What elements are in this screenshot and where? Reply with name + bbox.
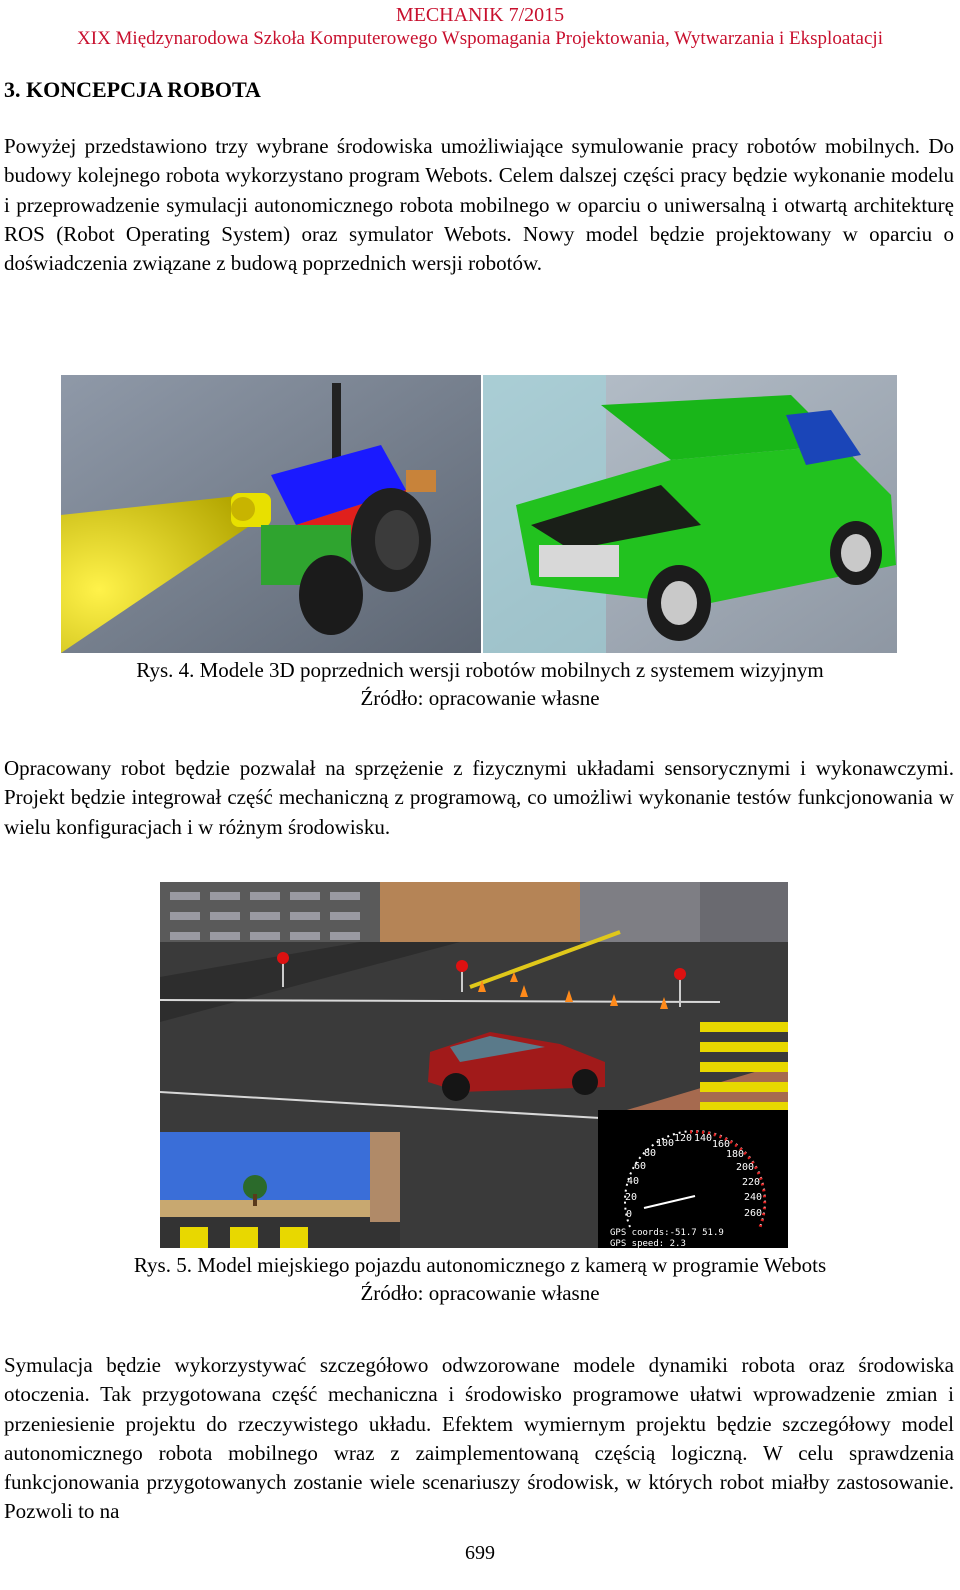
figure-4-svg bbox=[61, 375, 897, 653]
paragraph-1: Powyżej przedstawiono trzy wybrane środowiska umożliwiające symulowanie pracy robotów mobilnych. Do budowy kolejnego robota wykorzystano program Webots. Celem dalszej części pracy będzie wykonanie modelu i przeprowadzenie symulacji autonomicznego robota mobilnego w oparciu o uniwersalną i otwartą architekturę ROS (Robot Operating System) oraz symulator Webots. Nowy model będzie projektowany w oparciu o doświadczenia związane z budową poprzednich wersji robotów. bbox=[4, 134, 954, 276]
figure-5-svg bbox=[160, 882, 788, 1248]
gps-coords: GPS coords:-51.7 51.9 bbox=[610, 1228, 724, 1238]
speed-tick-220: 220 bbox=[742, 1177, 761, 1188]
page-number: 699 bbox=[465, 1542, 495, 1564]
figure-5-caption: Rys. 5. Model miejskiego pojazdu autonomicznego z kamerą w programie Webots bbox=[133, 1253, 827, 1277]
figure-5-image bbox=[160, 882, 788, 1248]
journal-header: MECHANIK 7/2015 bbox=[395, 4, 565, 26]
camera-inset bbox=[160, 1132, 400, 1248]
speed-tick-140: 140 bbox=[694, 1133, 713, 1144]
paragraph-2: Opracowany robot będzie pozwalał na sprzężenie z fizycznymi układami sensorycznymi i wykonawczymi. Projekt będzie integrował część mechaniczną z programową, co umożliwi wykonanie testów funkcjonowania w wielu konfiguracjach i w różnym środowisku. bbox=[4, 756, 954, 839]
speed-tick-20: 20 bbox=[625, 1192, 638, 1203]
robot-wheel-rear bbox=[299, 555, 363, 635]
figure-4-source: Źródło: opracowanie własne bbox=[360, 686, 600, 710]
building-brick bbox=[380, 882, 580, 942]
figure-5-source: Źródło: opracowanie własne bbox=[360, 1281, 600, 1305]
speed-tick-60: 60 bbox=[634, 1161, 647, 1172]
conference-header: XIX Międzynarodowa Szkoła Komputerowego Wspomagania Projektowania, Wytwarzania i Eksploatacji bbox=[77, 28, 883, 49]
speed-tick-0: 0 bbox=[626, 1209, 633, 1220]
mini-car-grille bbox=[539, 545, 619, 577]
speed-tick-260: 260 bbox=[744, 1208, 763, 1219]
speed-tick-120: 120 bbox=[674, 1133, 693, 1144]
building-right bbox=[700, 882, 788, 952]
figure-4-image bbox=[61, 375, 897, 653]
speed-tick-80: 80 bbox=[644, 1148, 657, 1159]
speed-tick-180: 180 bbox=[726, 1149, 745, 1160]
speed-tick-100: 100 bbox=[656, 1138, 675, 1149]
speed-tick-240: 240 bbox=[744, 1192, 763, 1203]
gps-speed: GPS speed: 2.3 bbox=[610, 1239, 686, 1248]
speed-tick-200: 200 bbox=[736, 1162, 755, 1173]
paragraph-3: Symulacja będzie wykorzystywać szczegółowo odwzorowane modele dynamiki robota oraz środowiska otoczenia. Tak przygotowana część mechaniczna i środowisko programowe ułatwi wprowadzenie zmian i przeniesienie projektu do rzeczywistego układu. Efektem wymiernym projektu będzie szczegółowy model autonomicznego robota mobilnego wraz z zaimplementowaną częścią logiczną. W celu sprawdzenia funkcjonowania przygotowanych zostanie wiele scenariuszy środowisk, w których robot miałby zastosowanie. Pozwoli to na bbox=[4, 1353, 954, 1524]
section-title: 3. KONCEPCJA ROBOTA bbox=[4, 77, 261, 102]
figure-4-caption: Rys. 4. Modele 3D poprzednich wersji robotów mobilnych z systemem wizyjnym bbox=[136, 658, 824, 682]
speedometer-inset bbox=[598, 1110, 788, 1248]
speed-tick-160: 160 bbox=[712, 1139, 731, 1150]
speed-tick-40: 40 bbox=[627, 1176, 640, 1187]
